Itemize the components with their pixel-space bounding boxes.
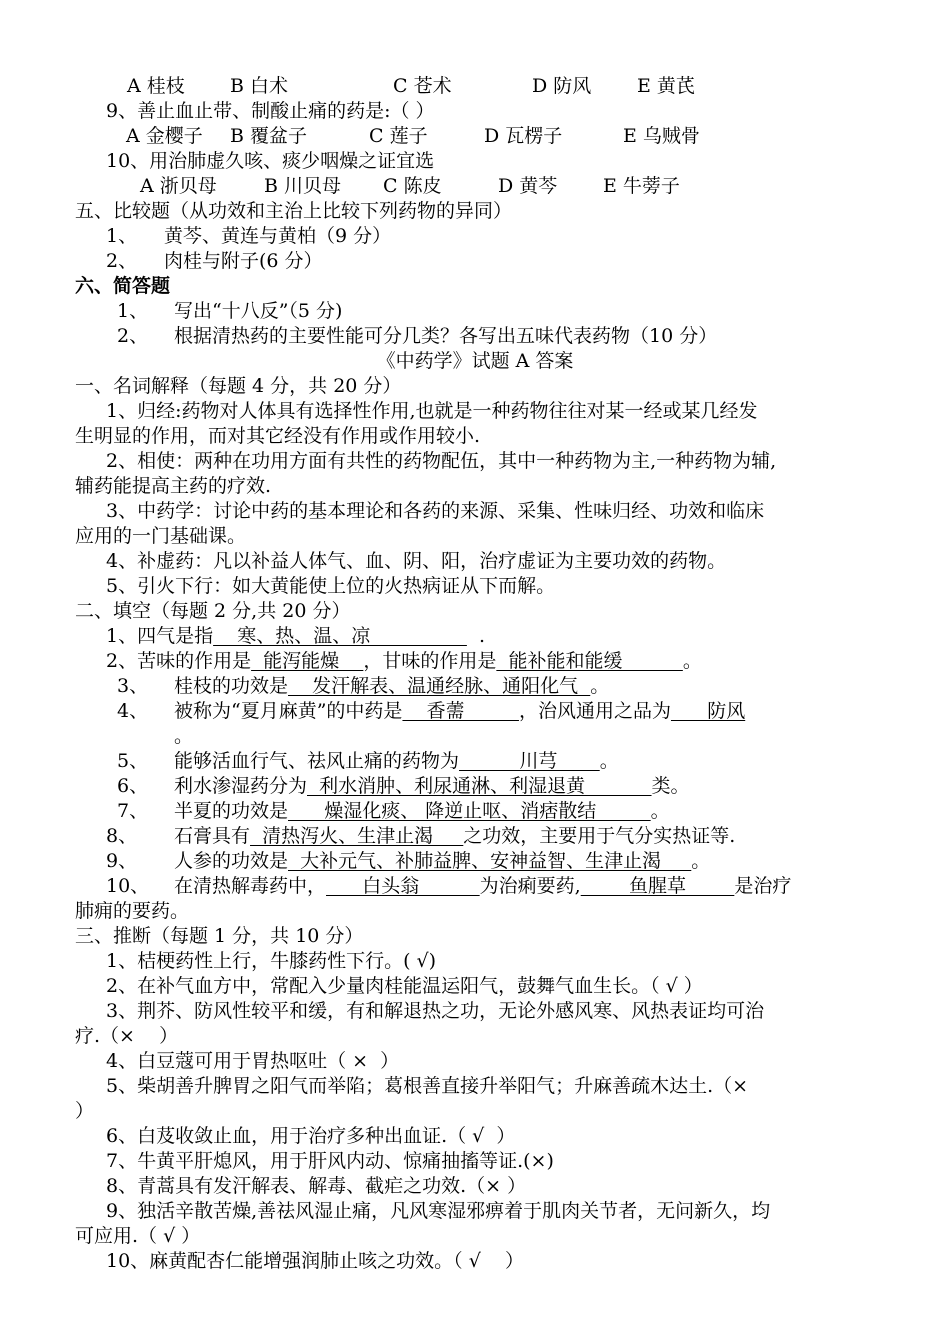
ans2-q2-pre: 2、苦味的作用是 (106, 650, 252, 672)
ans1-line-4: 辅药能提高主药的疗效. (75, 475, 272, 497)
ans2-q4 (174, 699, 745, 723)
ans2-q1 (106, 624, 485, 648)
ans2-q10-pre: 在清热解毒药中， (174, 875, 327, 897)
ans3-line-8: 6、白芨收敛止血，用于治疗多种出血证.（ √ ） (106, 1125, 516, 1147)
ans2-q5-num: 5、 (117, 750, 149, 772)
ans2-q3 (174, 674, 609, 698)
section5-item-1-text: 黄芩、黄连与黄柏（9 分） (164, 225, 392, 247)
q9-stem: 9、善止血止带、制酸止痛的药是:（ ） (106, 100, 435, 122)
ans3-line-1: 1、桔梗药性上行，牛膝药性下行。( √) (106, 950, 437, 972)
ans2-q10 (174, 874, 791, 898)
ans3-line-4: 疗.（× ） (75, 1025, 179, 1047)
ans2-q2-answer-1: 能泻能燥 (251, 650, 364, 672)
ans1-line-6: 应用的一门基础课。 (75, 525, 247, 547)
section5-item-1-num: 1、 (106, 225, 138, 247)
q9-option-a: A 金樱子 (126, 125, 203, 147)
q10-option-c: C 陈皮 (383, 175, 442, 197)
ans2-q6-answer: 利水消肿、利尿通淋、利湿退黄 (307, 775, 652, 797)
q8-option-a: A 桂枝 (127, 75, 185, 97)
ans2-q6-num: 6、 (117, 775, 149, 797)
ans2-q10-post: 是治疗 (734, 875, 792, 897)
section6-item-2-text: 根据清热药的主要性能可分几类？各写出五味代表药物（10 分） (174, 325, 718, 347)
answer-title: 《中药学》试题 A 答案 (376, 350, 574, 372)
ans3-line-9: 7、牛黄平肝熄风，用于肝风内动、惊痛抽搐等证.(×) (106, 1150, 554, 1172)
ans2-q10-answer-2: 鱼腥草 (580, 875, 735, 897)
ans2-q3-num: 3、 (117, 675, 149, 697)
ans1-line-2: 生明显的作用，而对其它经没有作用或作用较小. (75, 425, 481, 447)
ans2-q4-answer-2: 防风 (670, 700, 746, 722)
ans3-line-12: 可应用.（ √ ） (75, 1225, 201, 1247)
q9-option-d: D 瓦楞子 (484, 125, 563, 147)
ans2-q5-post: 。 (599, 750, 619, 772)
ans2-q1-pre: 1、四气是指 (106, 625, 214, 647)
ans2-q1-answer: 寒、热、温、凉 (213, 625, 467, 647)
ans2-q2-post: 。 (682, 650, 702, 672)
ans3-line-5: 4、白豆蔻可用于胃热呕吐（ × ） (106, 1050, 400, 1072)
ans1-line-5: 3、中药学：讨论中药的基本理论和各药的来源、采集、性味归经、功效和临床 (106, 500, 765, 522)
q8-option-d: D 防风 (532, 75, 592, 97)
ans2-q8-num: 8、 (106, 825, 138, 847)
ans2-q10-mid: 为治痢要药, (479, 875, 581, 897)
ans1-line-7: 4、补虚药：凡以补益人体气、血、阴、阳，治疗虚证为主要功效的药物。 (106, 550, 727, 572)
q9-option-b: B 覆盆子 (230, 125, 308, 147)
ans2-q9-pre: 人参的功效是 (174, 850, 289, 872)
section6-item-1-num: 1、 (117, 300, 149, 322)
ans1-title: 一、名词解释（每题 4 分，共 20 分） (75, 375, 402, 397)
ans2-q4-mid: ，治风通用之品为 (518, 700, 671, 722)
ans2-q3-post: 。 (590, 675, 610, 697)
q10-option-a: A 浙贝母 (140, 175, 217, 197)
ans3-line-11: 9、独活辛散苦燥,善祛风湿止痛，凡风寒湿邪痹着于肌肉关节者，无问新久，均 (106, 1200, 771, 1222)
ans2-q8-pre: 石膏具有 (174, 825, 251, 847)
ans1-line-3: 2、相使：两种在功用方面有共性的药物配伍，其中一种药物为主,一种药物为辅, (106, 450, 777, 472)
ans2-q7 (174, 799, 670, 823)
ans2-q5-answer: 川芎 (459, 750, 600, 772)
ans2-q10-answer-1: 白头翁 (326, 875, 480, 897)
ans3-line-13: 10、麻黄配杏仁能增强润肺止咳之功效。（ √ ） (106, 1250, 524, 1272)
ans2-q9-answer: 大补元气、补肺益脾、安神益智、生津止渴 (288, 850, 692, 872)
q8-option-e: E 黄芪 (637, 75, 695, 97)
ans2-q2-answer-2: 能补能和能缓 (496, 650, 683, 672)
ans1-line-1: 1、归经:药物对人体具有选择性作用,也就是一种药物往往对某一经或某几经发 (106, 400, 758, 422)
q8-option-b: B 白术 (230, 75, 289, 97)
ans2-q8-answer: 清热泻火、生津止渴 (250, 825, 464, 847)
ans2-q7-pre: 半夏的功效是 (174, 800, 289, 822)
q9-option-c: C 莲子 (369, 125, 428, 147)
ans3-line-7: ） (75, 1100, 95, 1122)
ans2-q9-num: 9、 (106, 850, 138, 872)
q10-stem: 10、用治肺虚久咳、痰少咽燥之证宜选 (106, 150, 435, 172)
ans3-title: 三、推断（每题 1 分，共 10 分） (75, 925, 364, 947)
section6-item-1-text: 写出“十八反”（5 分) (174, 300, 343, 322)
ans2-q6 (174, 774, 690, 798)
ans2-q3-answer: 发汗解表、温通经脉、通阳化气 (288, 675, 591, 697)
section5-title: 五、比较题（从功效和主治上比较下列药物的异同） (75, 200, 513, 222)
ans3-line-3: 3、荆芥、防风性较平和缓，有和解退热之功，无论外感风寒、风热表证均可治 (106, 1000, 765, 1022)
ans2-q4-num: 4、 (117, 700, 149, 722)
q10-option-e: E 牛蒡子 (603, 175, 680, 197)
ans1-line-8: 5、引火下行：如大黄能使上位的火热病证从下而解。 (106, 575, 556, 597)
ans2-q7-post: 。 (650, 800, 670, 822)
ans2-q4-answer-1: 香薷 (402, 700, 519, 722)
ans3-line-10: 8、青蒿具有发汗解表、解毒、截疟之功效.（× ） (106, 1175, 527, 1197)
ans2-q5-pre: 能够活血行气、祛风止痛的药物为 (174, 750, 460, 772)
ans2-title: 二、填空（每题 2 分,共 20 分） (75, 600, 351, 622)
ans2-q1-post: . (466, 625, 486, 647)
ans2-q5 (174, 749, 619, 773)
ans2-q8-post: 之功效，主要用于气分实热证等. (463, 825, 736, 847)
ans3-line-2: 2、在补气血方中，常配入少量肉桂能温运阳气，鼓舞气血生长。（ √ ） (106, 975, 703, 997)
section5-item-2-num: 2、 (106, 250, 138, 272)
q8-option-c: C 苍术 (393, 75, 452, 97)
ans2-q10-num: 10、 (106, 875, 150, 897)
ans2-q8 (174, 824, 735, 848)
ans2-q7-num: 7、 (117, 800, 149, 822)
ans2-q7-answer: 燥湿化痰、 降逆止呕、消痞散结 (288, 800, 651, 822)
section6-title: 六、简答题 (75, 275, 171, 297)
ans2-q9 (174, 849, 710, 873)
ans2-q6-pre: 利水渗湿药分为 (174, 775, 308, 797)
section5-item-2-text: 肉桂与附子(6 分） (164, 250, 323, 272)
ans2-q3-pre: 桂枝的功效是 (174, 675, 289, 697)
ans2-q2 (106, 649, 702, 673)
ans3-line-6: 5、柴胡善升脾胃之阳气而举陷；葛根善直接升举阳气；升麻善疏木达土.（× (106, 1075, 749, 1097)
q9-option-e: E 乌贼骨 (623, 125, 700, 147)
ans2-q9-post: 。 (691, 850, 711, 872)
ans2-q2-mid: ，甘味的作用是 (363, 650, 497, 672)
q10-option-b: B 川贝母 (264, 175, 342, 197)
section6-item-2-num: 2、 (117, 325, 149, 347)
ans2-q10-cont: 肺痈的要药。 (75, 900, 190, 922)
ans2-q4-pre: 被称为“夏月麻黄”的中药是 (174, 700, 403, 722)
ans2-q4-cont: 。 (174, 725, 194, 747)
q10-option-d: D 黄芩 (498, 175, 558, 197)
ans2-q6-post: 类。 (651, 775, 690, 797)
